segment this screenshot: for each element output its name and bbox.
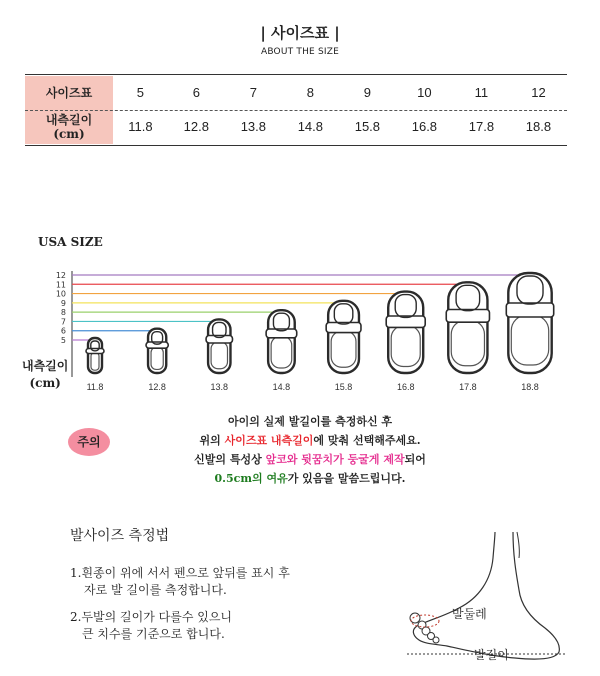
notice-text: 에 맞춰 선택해주세요. xyxy=(313,434,421,447)
x-tick-label: 16.8 xyxy=(396,382,415,392)
shoe-icon xyxy=(86,338,104,373)
y-tick-label: 6 xyxy=(60,326,66,336)
notice-text: 가 있음을 말씀드립니다. xyxy=(287,472,406,485)
x-tick-label: 11.8 xyxy=(86,382,104,392)
shoe-icon xyxy=(386,292,425,373)
notice-text: 신발의 특성상 xyxy=(194,453,266,466)
size-cell: 8 xyxy=(306,85,314,100)
notice-highlight-green: 0.5cm의 여유 xyxy=(214,472,288,485)
shoe-icon xyxy=(326,301,361,373)
page-subtitle: ABOUT THE SIZE xyxy=(260,47,340,57)
size-chart xyxy=(0,255,600,400)
notice-block xyxy=(110,412,510,488)
step-1-line-b: 자로 발 길이를 측정합니다. xyxy=(84,583,227,597)
notice-line-4 xyxy=(110,469,510,488)
table-row-size xyxy=(25,76,567,109)
length-cell: 11.8 xyxy=(128,119,153,134)
y-tick-label: 11 xyxy=(55,280,66,290)
length-cell: 15.8 xyxy=(354,119,381,134)
length-cell: 17.8 xyxy=(468,119,495,134)
x-tick-label: 17.8 xyxy=(459,382,477,392)
x-tick-label: 18.8 xyxy=(521,382,539,392)
step-2-line-b: 큰 치수를 기준으로 합니다. xyxy=(82,627,225,641)
notice-line-2 xyxy=(110,431,510,450)
notice-text: 되어 xyxy=(404,453,426,466)
toe-icon xyxy=(433,637,439,643)
toe-icon xyxy=(410,613,420,623)
chart-ylabel: 내측길이 (cm) xyxy=(22,359,69,390)
y-tick-label: 8 xyxy=(60,308,66,318)
length-cell: 18.8 xyxy=(525,119,552,134)
length-cell: 16.8 xyxy=(411,119,438,134)
shoe-icon xyxy=(146,329,168,373)
y-tick-label: 5 xyxy=(60,336,66,345)
shoe-icon xyxy=(206,319,232,373)
shoe-icon xyxy=(446,282,489,373)
shoe-icon xyxy=(266,310,297,373)
table-row-length xyxy=(25,109,567,144)
notice-line-3 xyxy=(110,450,510,469)
size-cell: 9 xyxy=(363,85,371,100)
size-cell: 11 xyxy=(474,85,489,100)
x-tick-label: 12.8 xyxy=(148,382,166,392)
x-tick-label: 15.8 xyxy=(334,382,353,392)
size-cell: 10 xyxy=(417,85,432,100)
step-2-line-a: 2.두발의 길이가 다를수 있으니 xyxy=(70,610,232,624)
chart-title: USA SIZE xyxy=(38,235,103,249)
notice-highlight-pink: 앞코와 뒷꿈치가 둥굴게 제작 xyxy=(265,453,405,466)
notice-line-1: 아이의 실제 발길이를 측정하신 후 xyxy=(227,415,393,428)
warning-badge: 주의 xyxy=(68,428,110,456)
table-top-rule xyxy=(25,74,567,75)
y-tick-label: 7 xyxy=(60,317,66,327)
length-cell: 12.8 xyxy=(183,119,209,134)
howto-section xyxy=(70,525,169,545)
size-cell: 6 xyxy=(192,85,200,100)
howto-title: 발사이즈 측정법 xyxy=(70,528,170,544)
step-1-line-a: 1.흰종이 위에 서서 펜으로 앞뒤를 표시 후 xyxy=(70,566,290,580)
row-label-length: 내측길이 (cm) xyxy=(25,109,113,144)
size-cell: 7 xyxy=(249,85,257,100)
y-tick-label: 9 xyxy=(60,298,66,308)
shoe-icon xyxy=(506,273,553,373)
size-cell: 12 xyxy=(531,85,546,100)
notice-highlight-red: 사이즈표 내측길이 xyxy=(224,434,314,447)
howto-steps xyxy=(70,565,290,643)
y-tick-label: 12 xyxy=(55,271,66,280)
foot-label-girth: 발둘레 xyxy=(452,607,487,621)
length-cell: 13.8 xyxy=(240,119,266,134)
x-tick-label: 13.8 xyxy=(210,382,229,392)
foot-label-length: 발길이 xyxy=(474,648,509,662)
x-tick-label: 14.8 xyxy=(272,382,291,392)
length-cell: 14.8 xyxy=(297,119,324,134)
row-label-size: 사이즈표 xyxy=(25,76,113,109)
y-tick-label: 10 xyxy=(55,289,66,299)
size-cell: 5 xyxy=(136,85,145,100)
table-bottom-rule xyxy=(25,145,567,146)
notice-text: 위의 xyxy=(199,434,225,447)
page-title: | 사이즈표 | xyxy=(260,24,340,42)
table-divider xyxy=(25,110,567,111)
